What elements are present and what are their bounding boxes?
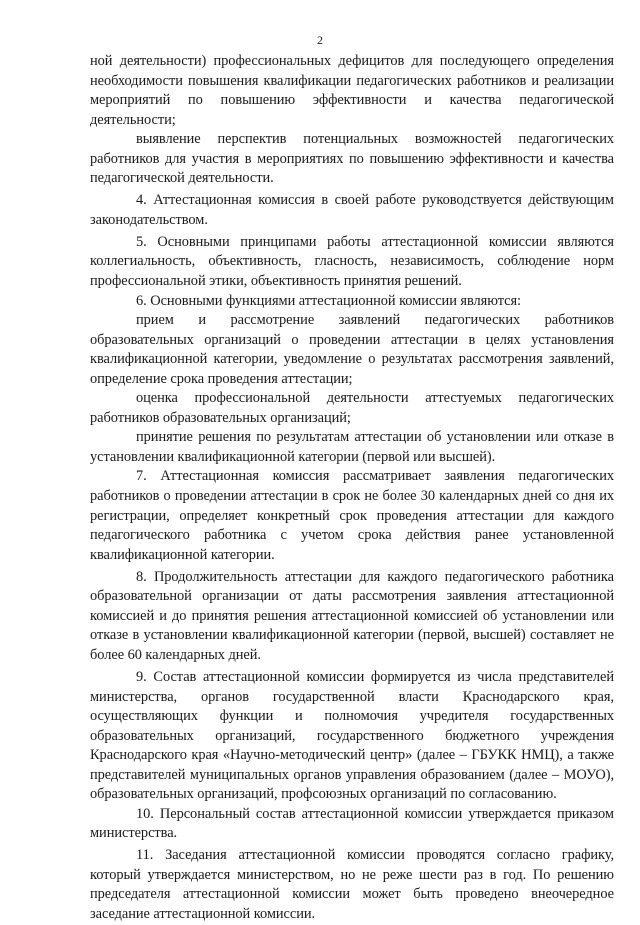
page-number: 2	[317, 33, 323, 47]
paragraph-item-7: 7. Аттестационная комиссия рассматривает заявления педагогических работников о проведении аттестации в срок не более 30 календарных дней со дня их регистрации, определяет конкретный срок проведения аттестации для каждого педагогического работника с учетом срока действия ранее установленной квалификационной категории.	[90, 468, 614, 563]
paragraph-item-10: 10. Персональный состав аттестационной комиссии утверждается приказом министерства.	[90, 805, 614, 842]
paragraph-item-8: 8. Продолжительность аттестации для каждого педагогического работника образовательной организации от даты рассмотрения заявления аттестационной комиссией и до принятия решения аттестационной комиссией об установлении или отказе в установлении квалификационной категории (первой, высшей) составляет не более 60 календарных дней.	[90, 568, 614, 663]
paragraph-item-9: 9. Состав аттестационной комиссии формируется из числа представителей министерства, органов государственной власти Краснодарского края, осуществляющих функции и полномочия учредителя государственных образовательных организаций, государственного бюджетного учреждения Краснодарского края «Научно-методический центр» (далее – ГБУКК НМЦ), а также представителей муниципальных органов управления образованием (далее – МОУО), образовательных организаций, профсоюзных организаций по согласованию.	[90, 668, 614, 803]
paragraph-item-11: 11. Заседания аттестационной комиссии проводятся согласно графику, который утверждается министерством, но не реже шести раз в год. По решению председателя аттестационной комиссии может быть проведено внеочередное заседание аттестационной комиссии.	[90, 847, 614, 923]
paragraph-item-6: 6. Основными функциями аттестационной комиссии являются:	[136, 292, 522, 309]
paragraph-identify-prospects: выявление перспектив потенциальных возможностей педагогических работников для участия в мероприятиях по повышению эффективности и качества педагогической деятельности.	[90, 131, 614, 187]
paragraph-item-4: 4. Аттестационная комиссия в своей работе руководствуется действующим законодательством.	[90, 192, 614, 228]
paragraph-function-evaluation: оценка профессиональной деятельности аттестуемых педагогических работников образовательных организаций;	[90, 390, 614, 426]
document-body	[90, 52, 614, 925]
paragraph-function-decision: принятие решения по результатам аттестации об установлении или отказе в установлении квалификационной категории (первой или высшей).	[90, 429, 614, 465]
paragraph-continuation: ной деятельности) профессиональных дефицитов для последующего определения необходимости повышения квалификации педагогических работников и реализации мероприятий по повышению эффективности и качества педагогической деятельности;	[90, 53, 614, 128]
paragraph-item-5: 5. Основными принципами работы аттестационной комиссии являются коллегиальность, объективность, гласность, независимость, соблюдение норм профессиональной этики, объективность принятия решений.	[90, 233, 614, 290]
paragraph-function-reception: прием и рассмотрение заявлений педагогических работников образовательных организаций о проведении аттестации в целях установления квалификационной категории, уведомление о результатах рассмотрения заявлений, определение срока проведения аттестации;	[90, 312, 614, 387]
